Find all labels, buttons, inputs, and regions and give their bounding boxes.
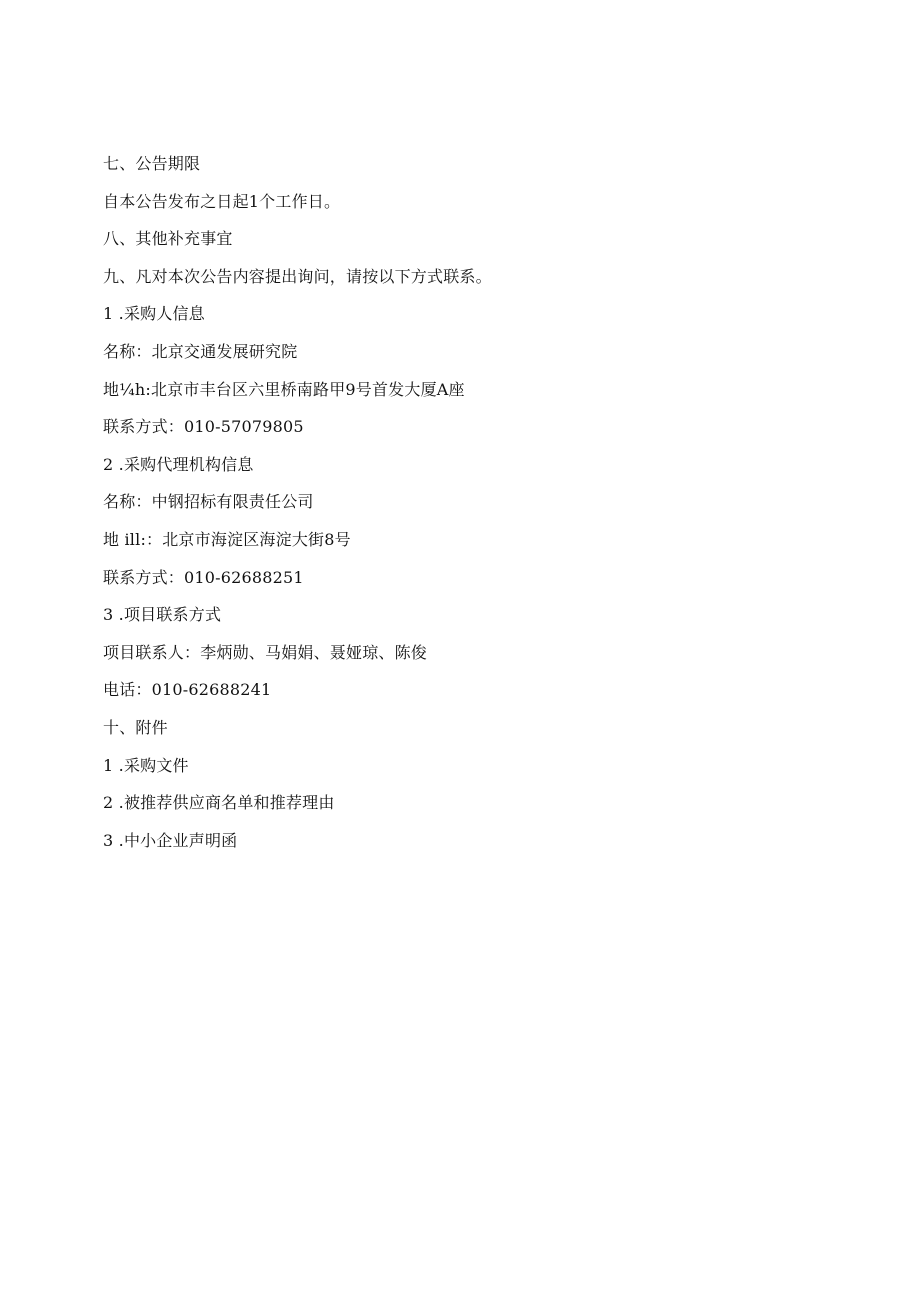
document-body bbox=[103, 152, 823, 866]
agency-info-heading: 2 .采购代理机构信息 bbox=[103, 454, 254, 474]
section-heading-contact: 九、凡对本次公告内容提出询问，请按以下方式联系。 bbox=[103, 266, 492, 286]
purchaser-name: 名称：北京交通发展研究院 bbox=[103, 341, 298, 361]
agency-address: 地 ill:：北京市海淀区海淀大街8号 bbox=[103, 529, 351, 549]
purchaser-info-heading: 1 .采购人信息 bbox=[103, 304, 205, 324]
project-phone: 电话：010-62688241 bbox=[103, 680, 272, 700]
attachment-item-sme-declaration: 3 .中小企业声明函 bbox=[103, 830, 238, 850]
section-heading-announcement-period: 七、公告期限 bbox=[103, 154, 201, 173]
purchaser-address: 地¼h:北京市丰台区六里桥南路甲9号首发大厦A座 bbox=[103, 379, 465, 399]
project-contacts: 项目联系人：李炳勋、马娟娟、聂娅琼、陈俊 bbox=[103, 642, 428, 662]
attachment-item-recommended-suppliers: 2 .被推荐供应商名单和推荐理由 bbox=[103, 793, 335, 813]
announcement-period-text: 自本公告发布之日起1个工作日。 bbox=[103, 191, 341, 211]
attachment-item-procurement-file: 1 .采购文件 bbox=[103, 755, 189, 775]
agency-name: 名称：中钢招标有限责任公司 bbox=[103, 492, 314, 512]
section-heading-attachments: 十、附件 bbox=[103, 717, 168, 737]
section-heading-other-matters: 八、其他补充事宜 bbox=[103, 229, 233, 249]
purchaser-phone: 联系方式：010-57079805 bbox=[103, 417, 304, 437]
project-contact-heading: 3 .项目联系方式 bbox=[103, 605, 222, 625]
agency-phone: 联系方式：010-62688251 bbox=[103, 567, 304, 587]
